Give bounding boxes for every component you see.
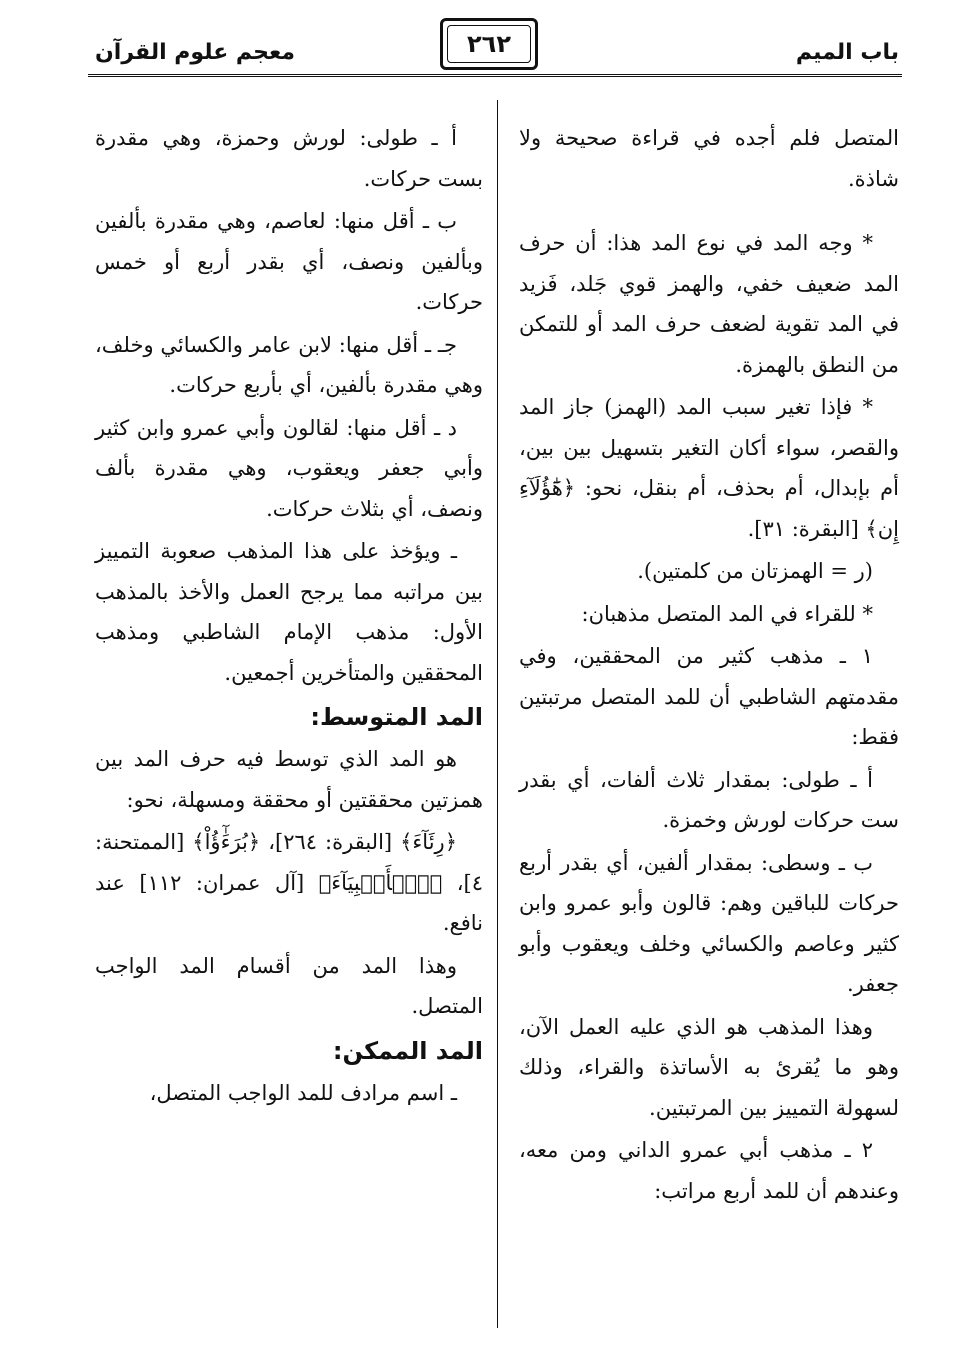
right-column xyxy=(519,118,899,1213)
book-title: معجم علوم القرآن xyxy=(95,40,296,65)
chapter-title: باب الميم xyxy=(795,40,899,65)
left-column xyxy=(95,118,483,1115)
page-number: ٢٦٢ xyxy=(447,25,531,63)
paragraph: ١ ـ مذهب كثير من المحققين، وفي مقدمتهم الشاطبي أن للمد المتصل مرتبتين فقط: xyxy=(519,644,899,749)
paragraph: ب ـ وسطى: بمقدار ألفين، أي بقدر أربع حركات للباقين وهم: قالون وأبو عمرو وابن كثير وعاصم والكسائي وخلف ويعقوب وأبو جعفر. xyxy=(519,850,899,996)
paragraph: د ـ أقل منها: لقالون وأبي عمرو وابن كثير وأبي جعفر ويعقوب، وهي مقدرة بألف ونصف، أي بثلاث حركات. xyxy=(95,415,483,521)
column-divider xyxy=(497,100,498,1328)
header-rule xyxy=(88,74,902,77)
paragraph: المتصل فلم أجده في قراءة صحيحة ولا شاذة. xyxy=(519,126,899,191)
paragraph: ب ـ أقل منها: لعاصم، وهي مقدرة بألفين وبألفين ونصف، أي بقدر أربع أو خمس حركات. xyxy=(95,209,483,314)
paragraph: * للقراء في المد المتصل مذهبان: xyxy=(581,601,873,626)
paragraph: أ ـ طولى: لورش وحمزة، وهي مقدرة بست حركات. xyxy=(95,126,483,191)
paragraph: أ ـ طولى: بمقدار ثلاث ألفات، أي بقدر ست حركات لورش وخمزة. xyxy=(519,767,899,832)
paragraph: هو المد الذي توسط فيه حرف المد بين همزتين محققتين أو محققة ومسهلة، نحو: xyxy=(95,747,483,812)
paragraph: (ر = الهمزتان من كلمتين). xyxy=(637,559,873,583)
paragraph: وهذا المد من أقسام المد الواجب المتصل. xyxy=(95,953,483,1018)
paragraph: جـ ـ أقل منها: لابن عامر والكسائي وخلف، وهي مقدرة بألفين، أي بأربع حركات. xyxy=(95,332,483,397)
paragraph: ٢ ـ مذهب أبي عمرو الداني ومن معه، وعندهم أن للمد أربع مراتب: xyxy=(519,1138,899,1203)
paragraph: ـ اسم مرادف للمد الواجب المتصل، xyxy=(149,1080,457,1105)
section-heading: المد المتوسط: xyxy=(310,703,483,731)
paragraph: ـ ويؤخذ على هذا المذهب صعوبة التمييز بين مراتبه مما يرجح العمل والأخذ بالمذهب الأول: مذهب الإمام الشاطبي ومذهب المحققين والمتأخرين أجمعين. xyxy=(95,539,483,685)
paragraph: وهذا المذهب هو الذي عليه العمل الآن، وهو ما يُقرئ به الأساتذة والقراء، وذلك لسهولة التمييز بين المرتبتين. xyxy=(519,1014,899,1120)
section-heading: المد الممكن: xyxy=(332,1036,483,1065)
paragraph: ﴿رِئَآءَ﴾ [البقرة: ٢٦٤]، ﴿بُرَءَٰٓؤُاْ﴾ [الممتحنة: ٤]، ﴿ٱلۡأَنۢبِيَآءَ﴾ [آل عمران: ١١٢] عند نافع. xyxy=(95,830,483,935)
paragraph: * وجه المد في نوع المد هذا: أن حرف المد ضعيف خفي، والهمز قوي جَلد، فَزيد في المد تقوية لضعف حرف المد أو للتمكن من النطق بالهمزة. xyxy=(519,231,899,377)
page-number-frame xyxy=(440,18,538,70)
paragraph: * فإذا تغير سبب المد (الهمز) جاز المد والقصر، سواء أكان التغير بتسهيل بين بين، أم بإبدال، أم بحذف، أم بنقل، نحو: ﴿هَٰٓؤُلَآءِ إِن﴾ [البقرة: ٣١]. xyxy=(519,395,899,541)
